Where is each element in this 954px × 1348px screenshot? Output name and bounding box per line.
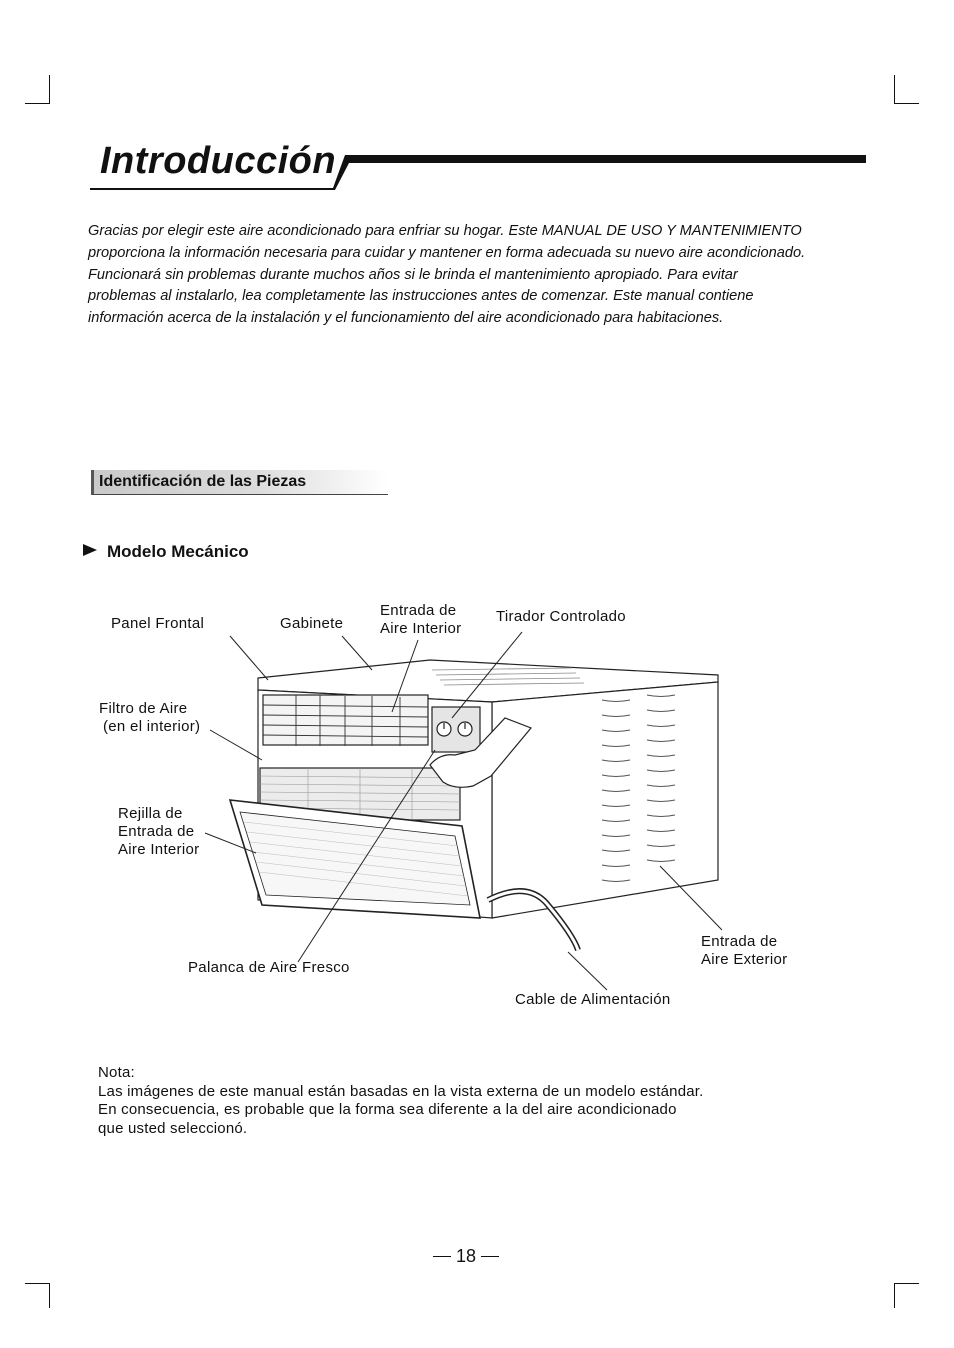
title-rule <box>90 155 866 190</box>
intro-line: Funcionará sin problemas durante muchos años si le brinda el mantenimiento apropiado. Para evitar <box>88 266 738 283</box>
intro-line: problemas al instalarlo, lea completamente las instrucciones antes de comenzar. Este manual contiene <box>88 288 754 305</box>
page-number-dash <box>481 1256 499 1258</box>
note-block <box>98 1064 704 1138</box>
page-number-dash <box>433 1256 451 1258</box>
label-rejilla: Entrada de <box>118 823 195 840</box>
note-line: que usted seleccionó. <box>98 1119 248 1137</box>
note-line: En consecuencia, es probable que la forma sea diferente a la del aire acondicionado <box>98 1101 677 1118</box>
page-number <box>433 1246 499 1267</box>
label-entrada-interior: Entrada de <box>380 602 457 619</box>
label-entrada-interior: Aire Interior <box>380 620 462 637</box>
section-heading-text: Identificación de las Piezas <box>99 473 307 490</box>
page-title: Introducción <box>100 140 337 182</box>
label-cable-alimentacion: Cable de Alimentación <box>515 991 671 1008</box>
note-line: Las imágenes de este manual están basadas en la vista externa de un modelo estándar. <box>98 1082 704 1100</box>
label-tirador-controlado: Tirador Controlado <box>496 608 626 625</box>
label-entrada-exterior: Entrada de <box>701 933 778 950</box>
subheading-text: Modelo Mecánico <box>107 542 249 561</box>
label-entrada-exterior: Aire Exterior <box>701 951 788 968</box>
label-gabinete: Gabinete <box>280 615 344 632</box>
label-palanca-aire-fresco: Palanca de Aire Fresco <box>188 959 350 976</box>
page-number-text: 18 <box>456 1246 477 1266</box>
intro-line: Gracias por elegir este aire acondicionado para enfriar su hogar. Este MANUAL DE USO Y MANTENIMIENTO <box>88 223 802 239</box>
label-filtro-de-aire: Filtro de Aire <box>99 700 188 717</box>
label-rejilla: Rejilla de <box>118 805 183 822</box>
intro-line: información acerca de la instalación y el funcionamiento del aire acondicionado para habitaciones. <box>88 310 724 327</box>
label-filtro-de-aire: (en el interior) <box>103 718 201 735</box>
note-heading: Nota: <box>98 1064 135 1081</box>
label-panel-frontal: Panel Frontal <box>111 615 205 632</box>
label-rejilla: Aire Interior <box>118 841 200 858</box>
intro-line: proporciona la información necesaria para cuidar y mantener en forma adecuada su nuevo aire acondicionado. <box>88 244 806 261</box>
